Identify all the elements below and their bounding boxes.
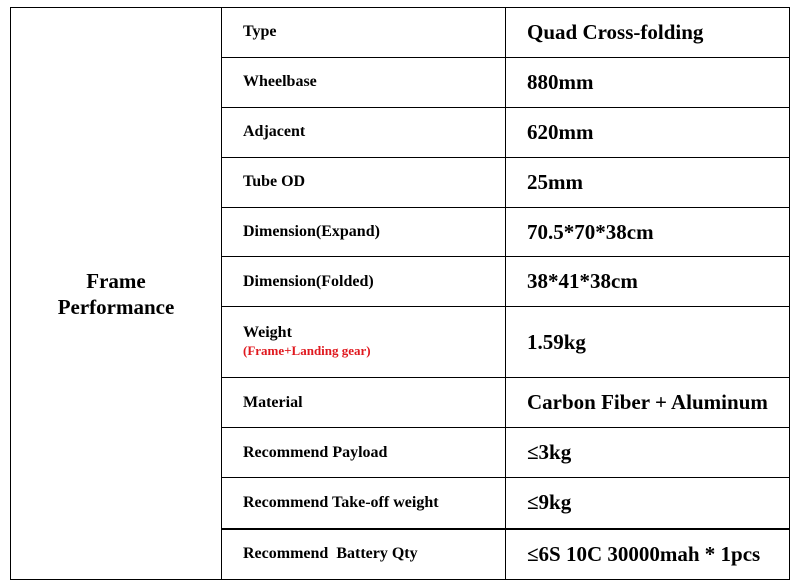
value-wheelbase: 880mm: [506, 57, 790, 107]
param-material: Material: [222, 378, 506, 428]
group-label-line2: Performance: [57, 294, 175, 319]
param-recommend-battery-qty: Recommend Battery Qty: [222, 529, 506, 580]
value-tube-od: 25mm: [506, 157, 790, 207]
frame-spec-table: [10, 7, 790, 580]
value-type: Quad Cross-folding: [506, 8, 790, 58]
param-tube-od: Tube OD: [222, 157, 506, 207]
param-weight-cell: [222, 307, 506, 378]
param-weight: Weight: [243, 324, 292, 342]
param-wheelbase: Wheelbase: [222, 57, 506, 107]
group-label-line1: Frame: [86, 268, 146, 293]
value-dimension-folded: 38*41*38cm: [506, 257, 790, 307]
value-dimension-expand: 70.5*70*38cm: [506, 207, 790, 257]
value-recommend-payload: ≤3kg: [506, 428, 790, 478]
param-recommend-takeoff-weight: Recommend Take-off weight: [222, 478, 506, 529]
value-recommend-battery-qty: ≤6S 10C 30000mah * 1pcs: [506, 529, 790, 580]
value-adjacent: 620mm: [506, 107, 790, 157]
table-row: [11, 8, 790, 58]
param-recommend-payload: Recommend Payload: [222, 428, 506, 478]
param-adjacent: Adjacent: [222, 107, 506, 157]
param-weight-note: (Frame+Landing gear): [243, 343, 371, 359]
group-label-cell: [11, 8, 222, 580]
value-material: Carbon Fiber + Aluminum: [506, 378, 790, 428]
param-dimension-folded: Dimension(Folded): [222, 257, 506, 307]
value-recommend-takeoff-weight: ≤9kg: [506, 478, 790, 529]
param-type: Type: [222, 8, 506, 58]
value-weight: 1.59kg: [506, 307, 790, 378]
param-dimension-expand: Dimension(Expand): [222, 207, 506, 257]
